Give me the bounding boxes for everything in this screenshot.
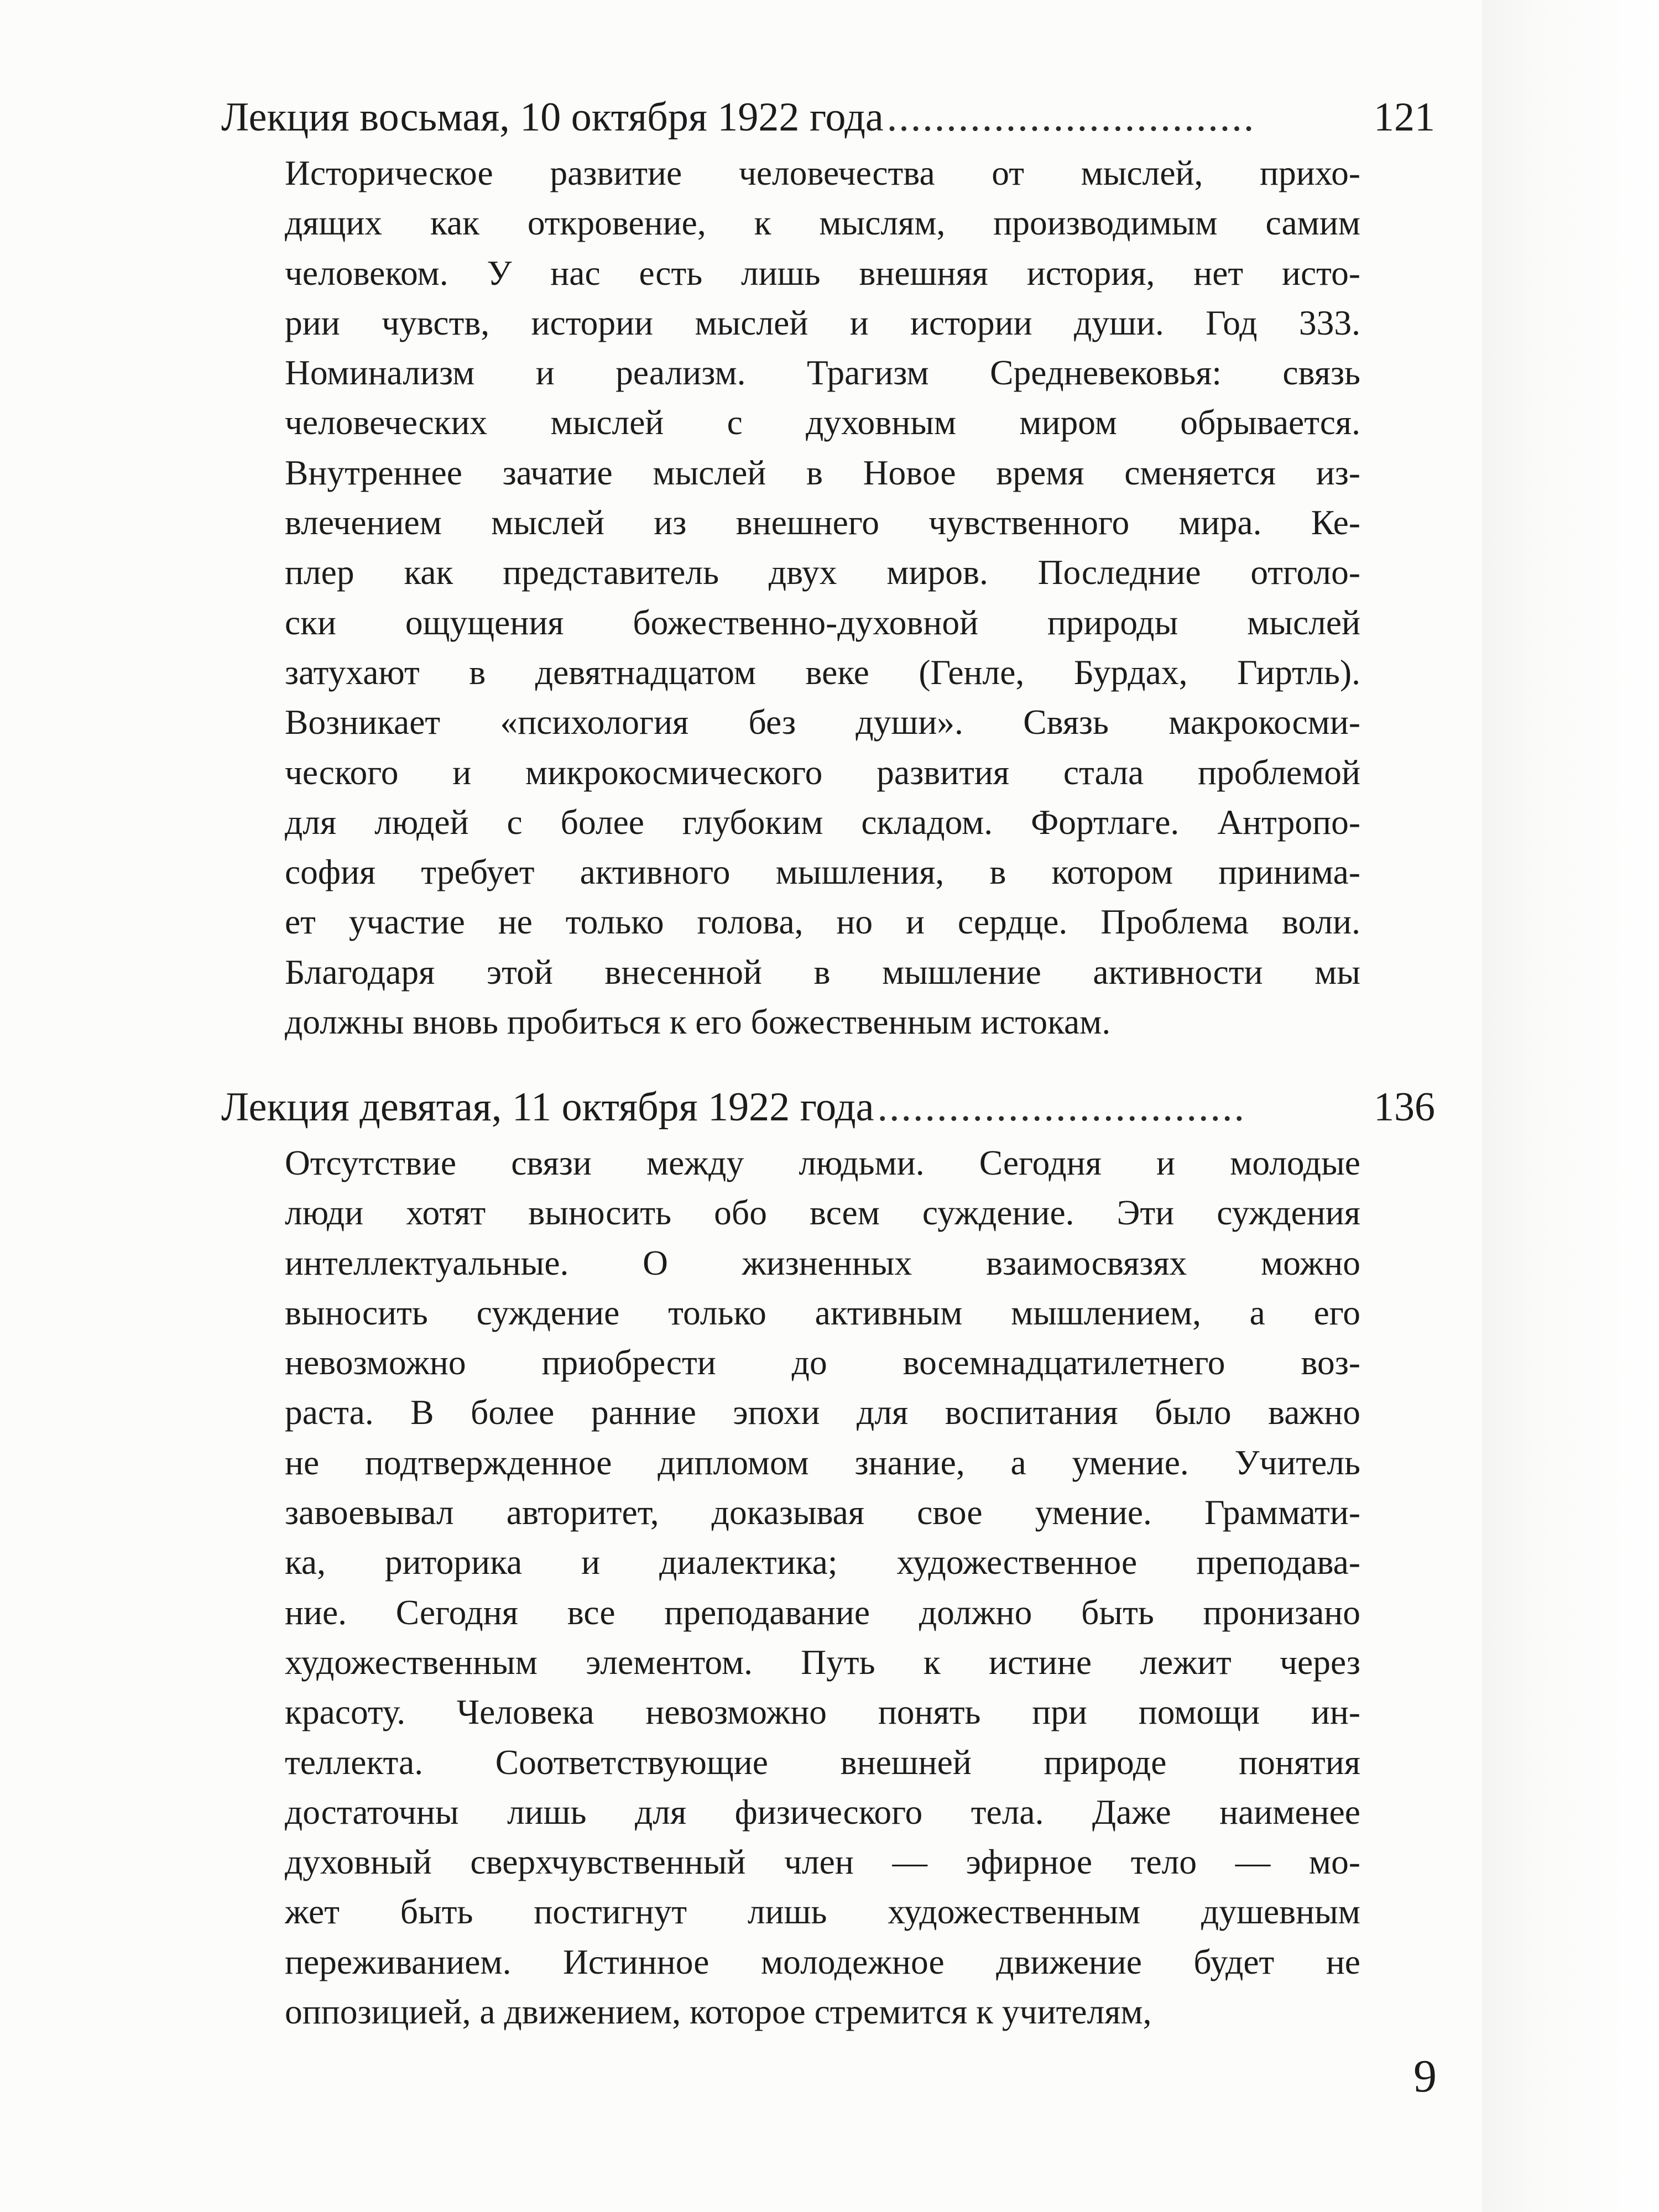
summary-line: ка, риторика и диалектика; художественное преподава- xyxy=(285,1542,1360,1582)
toc-heading xyxy=(221,91,1435,144)
summary-line: красоту. Человека невозможно понять при помощи ин- xyxy=(285,1692,1360,1732)
summary-line: невозможно приобрести до восемнадцатилетнего воз- xyxy=(285,1343,1360,1383)
summary-line: Историческое развитие человечества от мыслей, прихо- xyxy=(285,153,1360,192)
toc-heading xyxy=(221,1081,1435,1134)
summary-line: люди хотят выносить обо всем суждение. Эти суждения xyxy=(285,1193,1360,1233)
summary-line: должны вновь пробиться к его божественным истокам. xyxy=(285,1002,1111,1042)
summary-line: достаточны лишь для физического тела. Даже наименее xyxy=(285,1792,1360,1832)
page-margin xyxy=(1482,0,1659,2212)
summary-line: ет участие не только голова, но и сердце. Проблема воли. xyxy=(285,902,1360,942)
summary-line: Внутреннее зачатие мыслей в Новое время сменяется из- xyxy=(285,452,1360,492)
summary-line: раста. В более ранние эпохи для воспитания было важно xyxy=(285,1392,1360,1432)
page-number: 9 xyxy=(1413,2051,1437,2102)
summary-line: плер как представитель двух миров. Последние отголо- xyxy=(285,552,1360,592)
summary-line: теллекта. Соответствующие внешней природе понятия xyxy=(285,1742,1360,1782)
summary-line: духовный сверхчувственный член — эфирное тело — мо- xyxy=(285,1842,1360,1882)
summary-line: человеком. У нас есть лишь внешняя история, нет исто- xyxy=(285,253,1360,293)
summary-line: ческого и микрокосмического развития стала проблемой xyxy=(285,752,1360,792)
summary-line: оппозицией, а движением, которое стремится к учителям, xyxy=(285,1992,1152,2032)
summary-line: Благодаря этой внесенной в мышление активности мы xyxy=(285,952,1360,992)
toc-page-number: 136 xyxy=(1374,1084,1435,1130)
summary-line: человеческих мыслей с духовным миром обрывается. xyxy=(285,403,1360,442)
summary-line: софия требует активного мышления, в котором принима- xyxy=(285,852,1360,892)
toc-entry-lecture-8 xyxy=(221,91,1435,1047)
summary-line: затухают в девятнадцатом веке (Генле, Бурдах, Гиртль). xyxy=(285,652,1360,692)
toc-entry-title: Лекция девятая, 11 октября 1922 года xyxy=(221,1084,874,1130)
toc-entry-summary xyxy=(285,148,1360,1047)
summary-line: не подтвержденное дипломом знание, а умение. Учитель xyxy=(285,1442,1360,1482)
summary-line: завоевывал авторитет, доказывая свое умение. Граммати- xyxy=(285,1493,1360,1532)
toc-entry-title: Лекция восьмая, 10 октября 1922 года xyxy=(221,95,884,140)
summary-line: переживанием. Истинное молодежное движение будет не xyxy=(285,1942,1360,1981)
summary-line: Номинализм и реализм. Трагизм Средневековья: связь xyxy=(285,353,1360,393)
toc-page-number: 121 xyxy=(1374,95,1435,140)
summary-line: для людей с более глубоким складом. Фортлаге. Антропо- xyxy=(285,802,1360,842)
summary-line: ние. Сегодня все преподавание должно быть пронизано xyxy=(285,1592,1360,1632)
summary-line: интеллектуальные. О жизненных взаимосвязях можно xyxy=(285,1243,1360,1282)
summary-line: Отсутствие связи между людьми. Сегодня и молодые xyxy=(285,1143,1360,1182)
dot-leader: ............................... xyxy=(877,1084,1246,1130)
summary-line: жет быть постигнут лишь художественным душевным xyxy=(285,1892,1360,1932)
toc-entry-lecture-9 xyxy=(221,1081,1435,2037)
summary-line: рии чувств, истории мыслей и истории души. Год 333. xyxy=(285,302,1360,342)
dot-leader: ............................... xyxy=(886,95,1256,140)
summary-line: Возникает «психология без души». Связь макрокосми- xyxy=(285,702,1360,742)
summary-line: дящих как откровение, к мыслям, производимым самим xyxy=(285,203,1360,243)
summary-line: художественным элементом. Путь к истине лежит через xyxy=(285,1642,1360,1682)
toc-entry-summary xyxy=(285,1138,1360,2037)
summary-line: выносить суждение только активным мышлением, а его xyxy=(285,1292,1360,1332)
summary-line: ски ощущения божественно-духовной природы мыслей xyxy=(285,602,1360,642)
summary-line: влечением мыслей из внешнего чувственного мира. Ке- xyxy=(285,503,1360,542)
